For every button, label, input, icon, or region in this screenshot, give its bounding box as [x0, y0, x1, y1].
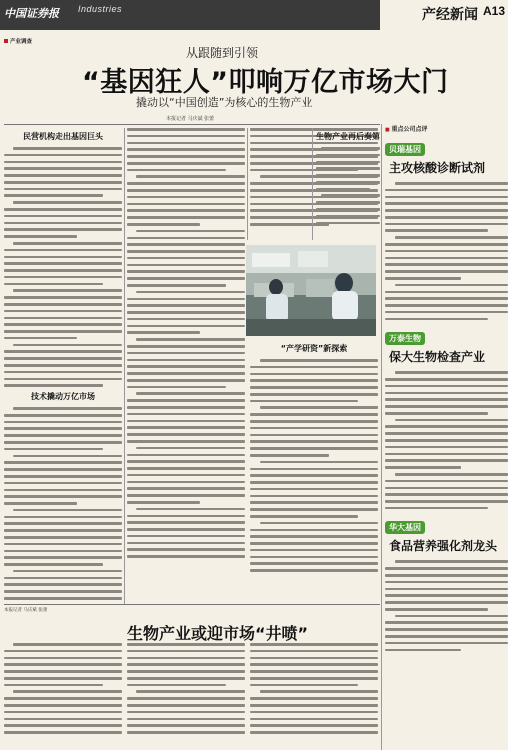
article-subhead: 撬动以“中国创造”为核心的生物产业 — [136, 96, 313, 109]
company-tag: 万泰生物 — [385, 332, 425, 345]
body-text — [250, 359, 378, 572]
page-title-box — [380, 0, 508, 30]
company-headline: 主攻核酸诊断试剂 — [389, 161, 486, 175]
company-headline: 保大生物检查产业 — [389, 350, 486, 365]
body-text — [4, 147, 122, 387]
column-divider — [247, 128, 248, 240]
bottom-column-2 — [127, 643, 245, 748]
company-tag: 华大基因 — [385, 521, 425, 534]
sidebar-item — [385, 326, 508, 509]
body-text — [250, 643, 378, 734]
body-text — [127, 643, 245, 734]
bottom-article-headline: 生物产业或迎市场“井喷” — [127, 624, 309, 643]
section-heading: 技术撬动万亿市场 — [31, 392, 95, 402]
lab-photo-image — [246, 245, 376, 336]
divider — [4, 124, 380, 125]
sidebar-item — [385, 515, 508, 651]
masthead — [0, 0, 508, 30]
article-headline: “基因狂人”叩响万亿市场大门 — [82, 67, 449, 98]
bottom-column-1 — [4, 643, 122, 748]
bottom-column-3 — [250, 643, 378, 748]
article-byline: 本报记者 马庆斌 张蕾 — [166, 116, 215, 122]
section-heading: 民营机构走出基因巨头 — [23, 132, 103, 141]
body-text — [4, 407, 122, 604]
section-heading: 生物产业再后奏第 — [316, 132, 380, 141]
body-text — [385, 182, 508, 320]
divider — [4, 604, 380, 605]
page-section-title: 产经新闻 — [422, 7, 478, 23]
article-column-1 — [4, 128, 122, 604]
body-text — [127, 128, 245, 558]
article-column-2 — [127, 128, 245, 604]
sidebar-heading: ■ 重点公司点评 — [385, 124, 508, 133]
article-column-3b — [250, 340, 378, 604]
section-name-en: Industries — [78, 4, 123, 14]
sidebar-divider — [381, 124, 382, 750]
company-tag: 贝瑞基因 — [385, 143, 425, 156]
page-number: A13 — [482, 4, 505, 18]
column-divider — [124, 128, 125, 604]
bottom-article-byline: 本报记者 马庆斌 张蕾 — [4, 608, 48, 613]
article-column-4 — [316, 128, 380, 240]
body-text — [385, 371, 508, 509]
article-kicker: 从跟随到引领 — [186, 46, 259, 60]
column-divider — [312, 128, 313, 240]
section-heading: “产学研资”新探索 — [280, 344, 348, 353]
lab-photo — [246, 245, 376, 336]
body-text — [316, 147, 380, 224]
body-text — [4, 643, 122, 734]
company-commentary-sidebar — [385, 124, 508, 750]
section-tag: 产业调查 — [4, 37, 32, 45]
newspaper-logo: 中国证券报 — [4, 7, 59, 20]
body-text — [385, 560, 508, 651]
sidebar-item — [385, 137, 508, 320]
company-headline: 食品营养强化剂龙头 — [389, 539, 498, 554]
